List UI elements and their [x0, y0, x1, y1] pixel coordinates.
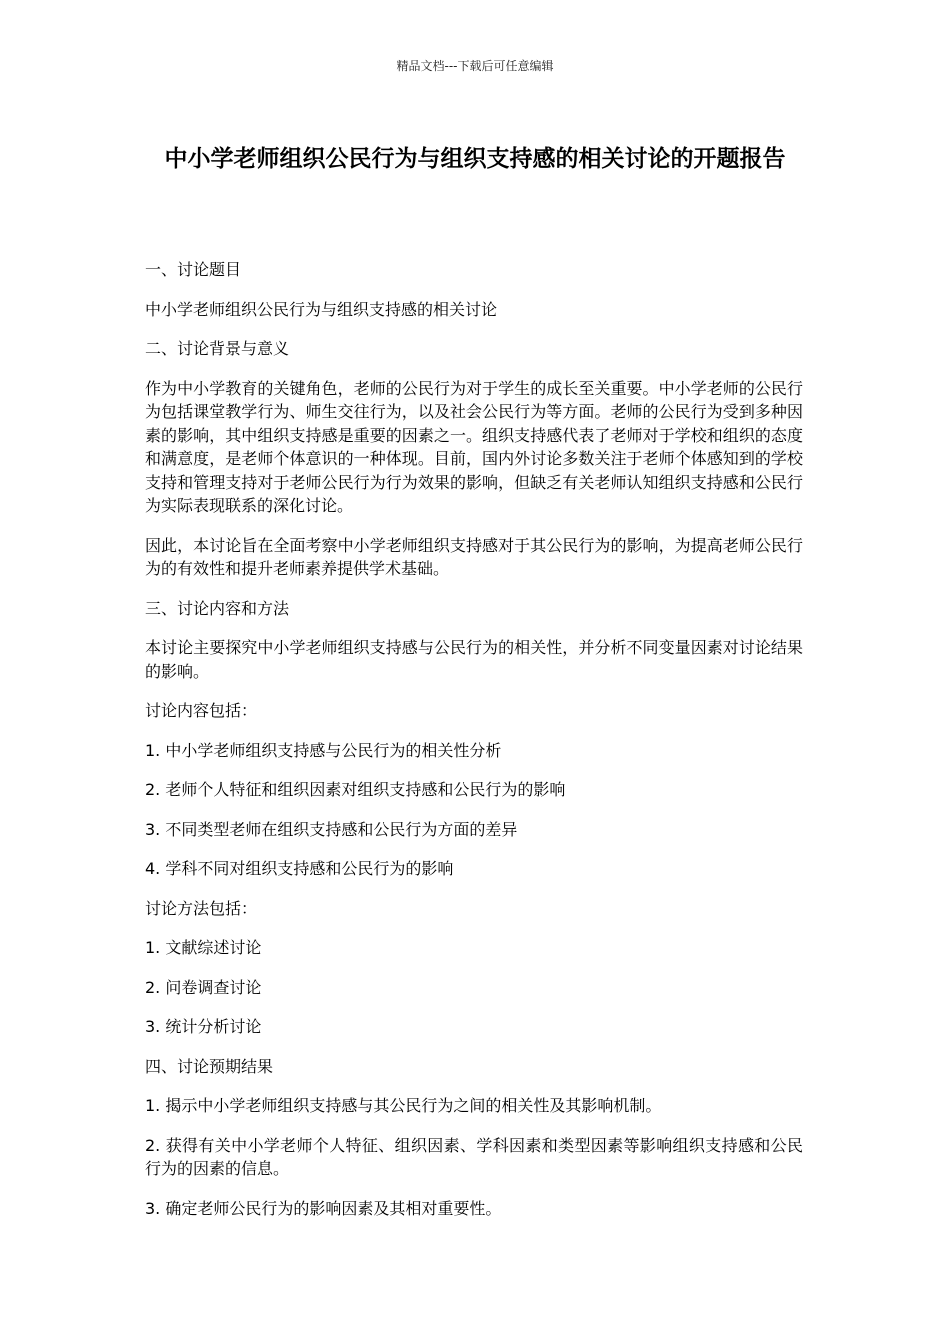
- content-list-item: 2. 老师个人特征和组织因素对组织支持感和公民行为的影响: [145, 780, 566, 799]
- content-list-item: 3. 不同类型老师在组织支持感和公民行为方面的差异: [145, 819, 518, 839]
- results-list-item: 1. 揭示中小学老师组织支持感与其公民行为之间的相关性及其影响机制。: [145, 1096, 662, 1115]
- document-title: 中小学老师组织公民行为与组织支持感的相关讨论的开题报告: [164, 146, 786, 172]
- document-body: [145, 258, 803, 1236]
- section-heading-content-methods: 三、讨论内容和方法: [145, 598, 290, 618]
- methods-list-item: 2. 问卷调查讨论: [145, 977, 262, 997]
- background-paragraph: 作为中小学教育的关键角色，老师的公民行为对于学生的成长至关重要。中小学老师的公民行为包括课堂教学行为、师生交往行为，以及社会公民行为等方面。老师的公民行为受到多种因素的影响，其中组织支持感是重要的因素之一。组织支持感代表了老师对于学校和组织的态度和满意度，是老师个体意识的一种体现。目前，国内外讨论多数关注于老师个体感知到的学校支持和管理支持对于老师公民行为行为效果的影响，但缺乏有关老师认知组织支持感和公民行为实际表现联系的深化讨论。: [145, 378, 803, 515]
- methods-list-item: 1. 文献综述讨论: [145, 938, 262, 957]
- content-intro-paragraph: 本讨论主要探究中小学老师组织支持感与公民行为的相关性，并分析不同变量因素对讨论结果的影响。: [145, 638, 803, 681]
- section-heading-expected-results: 四、讨论预期结果: [145, 1056, 274, 1076]
- section-heading-background: 二、讨论背景与意义: [145, 339, 290, 358]
- results-list-item: 3. 确定老师公民行为的影响因素及其相对重要性。: [145, 1198, 502, 1218]
- section-heading-topic: 一、讨论题目: [145, 260, 242, 279]
- methods-list-item: 3. 统计分析讨论: [145, 1017, 262, 1036]
- content-list-item: 1. 中小学老师组织支持感与公民行为的相关性分析: [145, 740, 502, 760]
- results-list-item: 2. 获得有关中小学老师个人特征、组织因素、学科因素和类型因素等影响组织支持感和公民行为的因素的信息。: [145, 1135, 803, 1178]
- methods-list-label: 讨论方法包括：: [145, 898, 258, 918]
- content-list-item: 4. 学科不同对组织支持感和公民行为的影响: [145, 859, 454, 878]
- page-header-note: 精品文档---下载后可任意编辑: [396, 59, 554, 73]
- purpose-paragraph: 因此，本讨论旨在全面考察中小学老师组织支持感对于其公民行为的影响，为提高老师公民行为的有效性和提升老师素养提供学术基础。: [145, 535, 803, 578]
- content-list-label: 讨论内容包括：: [145, 701, 258, 720]
- topic-text: 中小学老师组织公民行为与组织支持感的相关讨论: [145, 299, 498, 319]
